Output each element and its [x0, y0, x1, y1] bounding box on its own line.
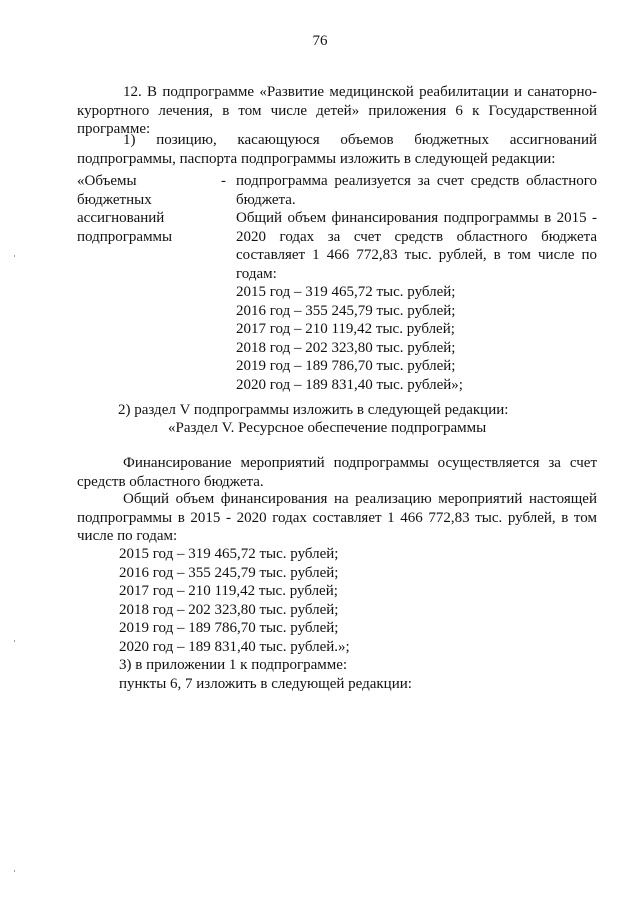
section-title: «Раздел V. Ресурсное обеспечение подпрограммы — [168, 420, 487, 436]
passport-year-line: 2015 год – 319 465,72 тыс. рублей; — [236, 284, 456, 300]
years-list — [119, 545, 599, 693]
year-line: 2017 год – 210 119,42 тыс. рублей; — [119, 583, 338, 599]
year-line: 2018 год – 202 323,80 тыс. рублей; — [119, 601, 339, 618]
passport-year-line: 2016 год – 355 245,79 тыс. рублей; — [236, 302, 456, 319]
year-line: 2019 год – 189 786,70 тыс. рублей; — [119, 620, 339, 636]
passport-label-line: подпрограммы — [77, 228, 173, 245]
total-paragraph: Общий объем финансирования на реализацию мероприятий настоящей подпрограммы в 2015 - 2020 годах составляет 1 466 772,83 тыс. рублей, в том числе по годам: — [77, 491, 597, 544]
passport-year-line: 2018 год – 202 323,80 тыс. рублей; — [236, 339, 456, 356]
financing-paragraph: Финансирование мероприятий подпрограммы осуществляется за счет средств областного бюджета. — [77, 455, 597, 490]
page-number: 76 — [312, 33, 328, 49]
item-3-subparagraph: пункты 6, 7 изложить в следующей редакции: — [119, 675, 412, 692]
passport-year-line: 2019 год – 189 786,70 тыс. рублей; — [236, 358, 456, 374]
passport-label-line: бюджетных — [77, 191, 152, 208]
year-line: 2015 год – 319 465,72 тыс. рублей; — [119, 546, 339, 562]
passport-dash: - — [221, 173, 226, 189]
item-3-paragraph: 3) в приложении 1 к подпрограмме: — [119, 657, 348, 673]
scan-mark — [14, 255, 15, 257]
intro-paragraph: 12. В подпрограмме «Развитие медицинской реабилитации и санаторно-курортного лечения, в том числе детей» приложения 6 к Государственной программе: — [77, 84, 597, 137]
scan-mark — [14, 640, 15, 642]
scan-mark — [14, 870, 15, 872]
passport-source-text: подпрограмма реализуется за счет средств областного бюджета. — [236, 173, 597, 208]
passport-label-line: ассигнований — [77, 210, 165, 226]
passport-label-line: «Объемы — [77, 173, 137, 189]
passport-year-line: 2017 год – 210 119,42 тыс. рублей; — [236, 321, 455, 337]
item-1-paragraph: 1) позицию, касающуюся объемов бюджетных ассигнований подпрограммы, паспорта подпрограммы изложить в следующей редакции: — [77, 132, 597, 167]
passport-total-text: Общий объем финансирования подпрограммы в 2015 - 2020 годах за счет средств областного бюджета составляет 1 466 772,83 тыс. рублей, в том числе по годам: — [236, 210, 597, 282]
passport-label — [77, 172, 227, 246]
item-2-paragraph: 2) раздел V подпрограммы изложить в следующей редакции: — [118, 402, 509, 418]
passport-year-line: 2020 год – 189 831,40 тыс. рублей»; — [236, 376, 463, 393]
year-line: 2020 год – 189 831,40 тыс. рублей.»; — [119, 638, 350, 655]
year-line: 2016 год – 355 245,79 тыс. рублей; — [119, 564, 339, 581]
passport-value — [236, 172, 597, 394]
